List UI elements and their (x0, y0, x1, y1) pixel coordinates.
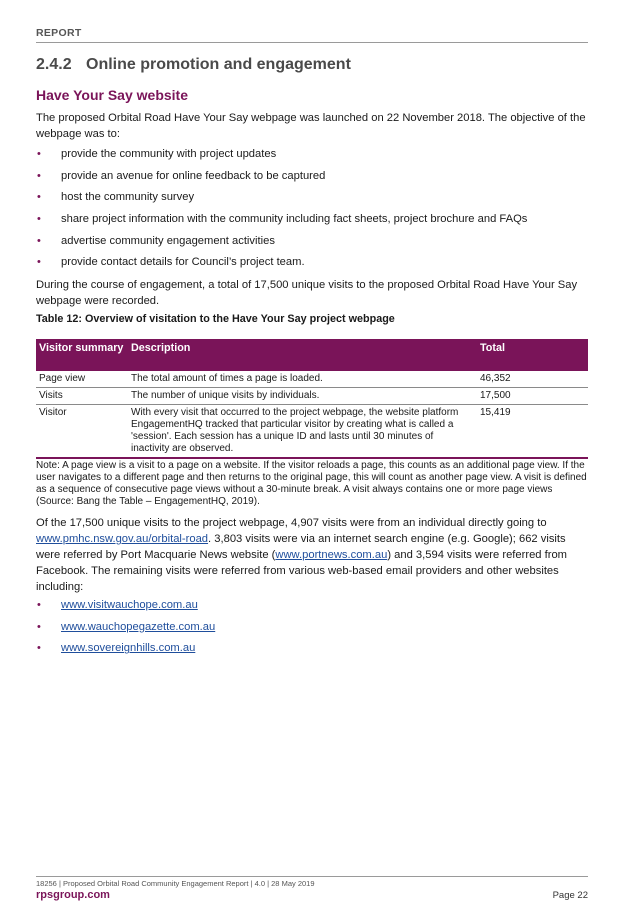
table-row (36, 405, 588, 459)
footer-brand: rpsgroup.com (36, 889, 110, 901)
footer-meta: 18256 | Proposed Orbital Road Community Engagement Report | 4.0 | 28 May 2019 (36, 879, 315, 888)
list-item (36, 233, 588, 255)
table-row (36, 388, 588, 405)
table-cell: 17,500 (477, 388, 588, 405)
websites-list (36, 597, 588, 662)
referrals-text: Of the 17,500 unique visits to the project webpage, 4,907 visits were from an individual directly going to (36, 517, 547, 529)
bullet-icon: • (37, 234, 41, 247)
list-item-text: provide contact details for Council’s project team. (61, 256, 305, 269)
section-title: Online promotion and engagement (86, 56, 351, 73)
objectives-list (36, 146, 588, 276)
bullet-icon: • (37, 599, 41, 611)
bullet-icon: • (37, 169, 41, 182)
table-cell: Page view (36, 371, 128, 388)
referrals-text: . 3,803 visits were via an internet search engine (e.g. Google); 662 visits were referred by Port Macquarie News website ( (36, 533, 566, 561)
table-row (36, 371, 588, 388)
intro-paragraph: The proposed Orbital Road Have Your Say webpage was launched on 22 November 2018. The objective of the webpage was to: (36, 112, 586, 140)
table-cell: 15,419 (477, 405, 588, 459)
bullet-icon: • (37, 148, 41, 160)
list-item (36, 168, 588, 190)
list-item (36, 189, 588, 211)
table-header-row (36, 339, 588, 371)
page-number: Page 22 (552, 890, 588, 901)
table-caption: Table 12: Overview of visitation to the Have Your Say project webpage (36, 313, 395, 325)
column-header: Visitor summary (36, 339, 128, 371)
list-item-text: advertise community engagement activities (61, 234, 275, 247)
website-link[interactable]: www.wauchopegazette.com.au (61, 620, 216, 633)
referrals-text: ) and 3,594 visits were referred from Facebook. The remaining visits were referred from various web-based email providers and other websites including: (36, 549, 568, 593)
table-note: Note: A page view is a visit to a page on a website. If the visitor reloads a page, this counts as an additional page view. If the user navigates to a different page and then returns to the original page, this will count as another page view. A visit is defined as a sequence of consecutive page views without a 30-minute break. A visit always contains one or more page views (Source: Bang the Table – EngagementHQ, 2019). (36, 460, 587, 507)
list-item (36, 146, 588, 168)
bullet-icon: • (37, 213, 41, 226)
list-item (36, 640, 588, 662)
subsection-heading: Have Your Say website (36, 87, 188, 103)
list-item (36, 597, 588, 619)
table-cell: 46,352 (477, 371, 588, 388)
table-cell: Visitor (36, 405, 128, 459)
visits-paragraph: During the course of engagement, a total of 17,500 unique visits to the proposed Orbital Road Have Your Say webpage were recorded. (36, 279, 578, 307)
table-cell: Visits (36, 388, 128, 405)
list-item-text: provide an avenue for online feedback to be captured (61, 169, 326, 182)
column-header: Total (477, 339, 588, 371)
section-heading (36, 56, 351, 74)
list-item (36, 619, 588, 641)
table-cell: The total amount of times a page is loaded. (128, 371, 477, 388)
website-link[interactable]: www.sovereignhills.com.au (61, 642, 196, 655)
bullet-icon: • (37, 256, 41, 269)
bullet-icon: • (37, 191, 41, 204)
section-number: 2.4.2 (36, 56, 72, 73)
bullet-icon: • (37, 620, 41, 633)
referrals-paragraph (36, 515, 588, 595)
pmhc-link[interactable]: www.pmhc.nsw.gov.au/orbital-road (36, 533, 209, 545)
report-header: REPORT (36, 27, 588, 43)
visitation-table (36, 339, 588, 459)
footer-divider (36, 876, 588, 877)
list-item-text: share project information with the community including fact sheets, project brochure and FAQs (61, 213, 528, 226)
bullet-icon: • (37, 642, 41, 655)
column-header: Description (128, 339, 477, 371)
table-cell: The number of unique visits by individuals. (128, 388, 477, 405)
website-link[interactable]: www.visitwauchope.com.au (61, 599, 198, 611)
table-cell: With every visit that occurred to the project webpage, the website platform EngagementHQ tracked that particular visitor by creating what is called a 'session'. Each session has a unique ID and lasts until 30 minutes of inactivity are observed. (128, 405, 477, 459)
list-item-text: provide the community with project updates (61, 148, 277, 160)
list-item (36, 254, 588, 276)
list-item (36, 211, 588, 233)
list-item-text: host the community survey (61, 191, 195, 204)
portnews-link[interactable]: www.portnews.com.au (275, 549, 388, 561)
